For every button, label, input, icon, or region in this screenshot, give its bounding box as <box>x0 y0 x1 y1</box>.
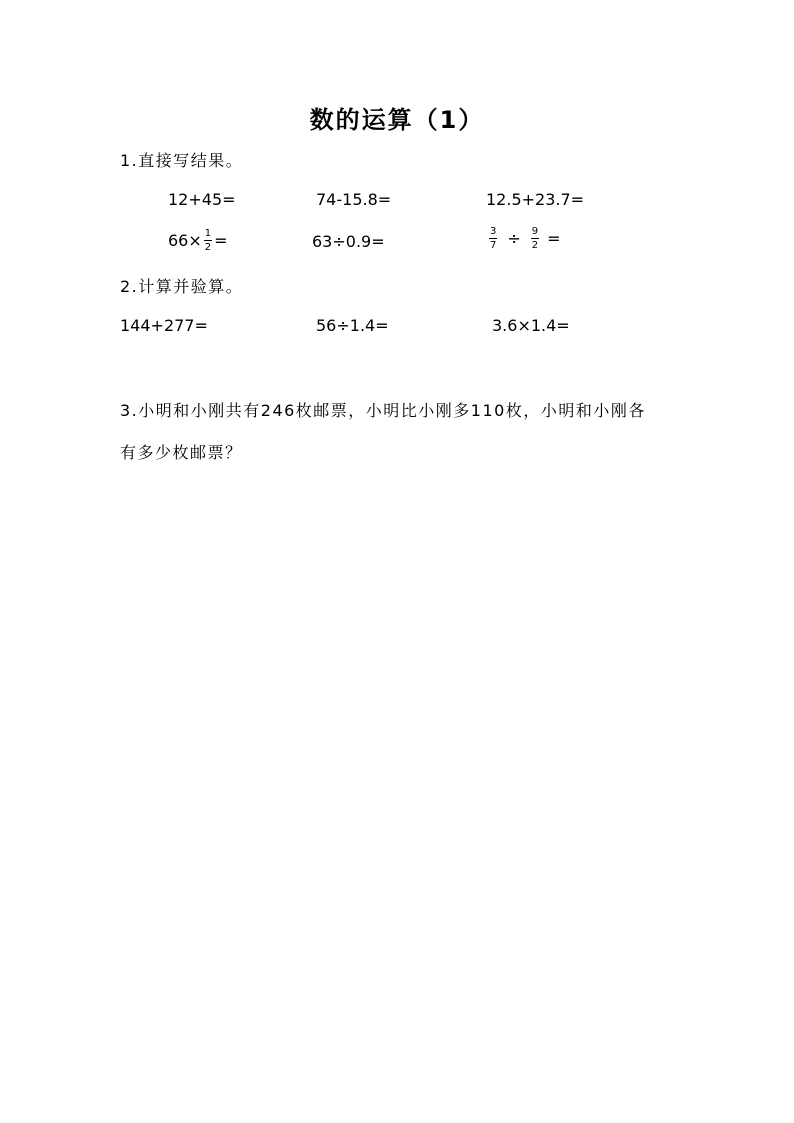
q1-expr-4 <box>168 228 228 253</box>
denominator: 7 <box>490 240 497 251</box>
numerator: 9 <box>531 226 539 237</box>
question-1-heading: 1.直接写结果。 <box>120 151 244 170</box>
numerator: 1 <box>204 228 212 239</box>
divide-operator: ÷ <box>507 229 521 248</box>
denominator: 2 <box>531 240 539 251</box>
q2-expr-1: 144+277= <box>120 316 208 335</box>
expr-suffix: = <box>547 229 561 248</box>
q2-expr-3: 3.6×1.4= <box>492 316 570 335</box>
fraction-bar <box>489 238 497 239</box>
denominator: 2 <box>204 242 212 253</box>
question-3-line-2: 有多少枚邮票？ <box>120 443 243 462</box>
fraction <box>531 226 539 251</box>
numerator: 3 <box>490 226 497 237</box>
q1-expr-5: 63÷0.9= <box>312 232 385 251</box>
expr-prefix: 66× <box>168 231 202 250</box>
q1-expr-6 <box>487 226 561 251</box>
q1-expr-3: 12.5+23.7= <box>486 190 585 209</box>
fraction-bar <box>204 240 212 241</box>
page-title: 数的运算（1） <box>309 106 485 134</box>
fraction-bar <box>531 238 539 239</box>
q1-expr-1: 12+45= <box>168 190 236 209</box>
q1-expr-2: 74-15.8= <box>316 190 392 209</box>
fraction <box>489 226 497 251</box>
fraction <box>204 228 212 253</box>
question-2-heading: 2.计算并验算。 <box>120 277 244 296</box>
q2-expr-2: 56÷1.4= <box>316 316 389 335</box>
question-3-line-1: 3.小明和小刚共有246枚邮票，小明比小刚多110枚，小明和小刚各 <box>120 401 646 420</box>
expr-suffix: = <box>214 231 228 250</box>
